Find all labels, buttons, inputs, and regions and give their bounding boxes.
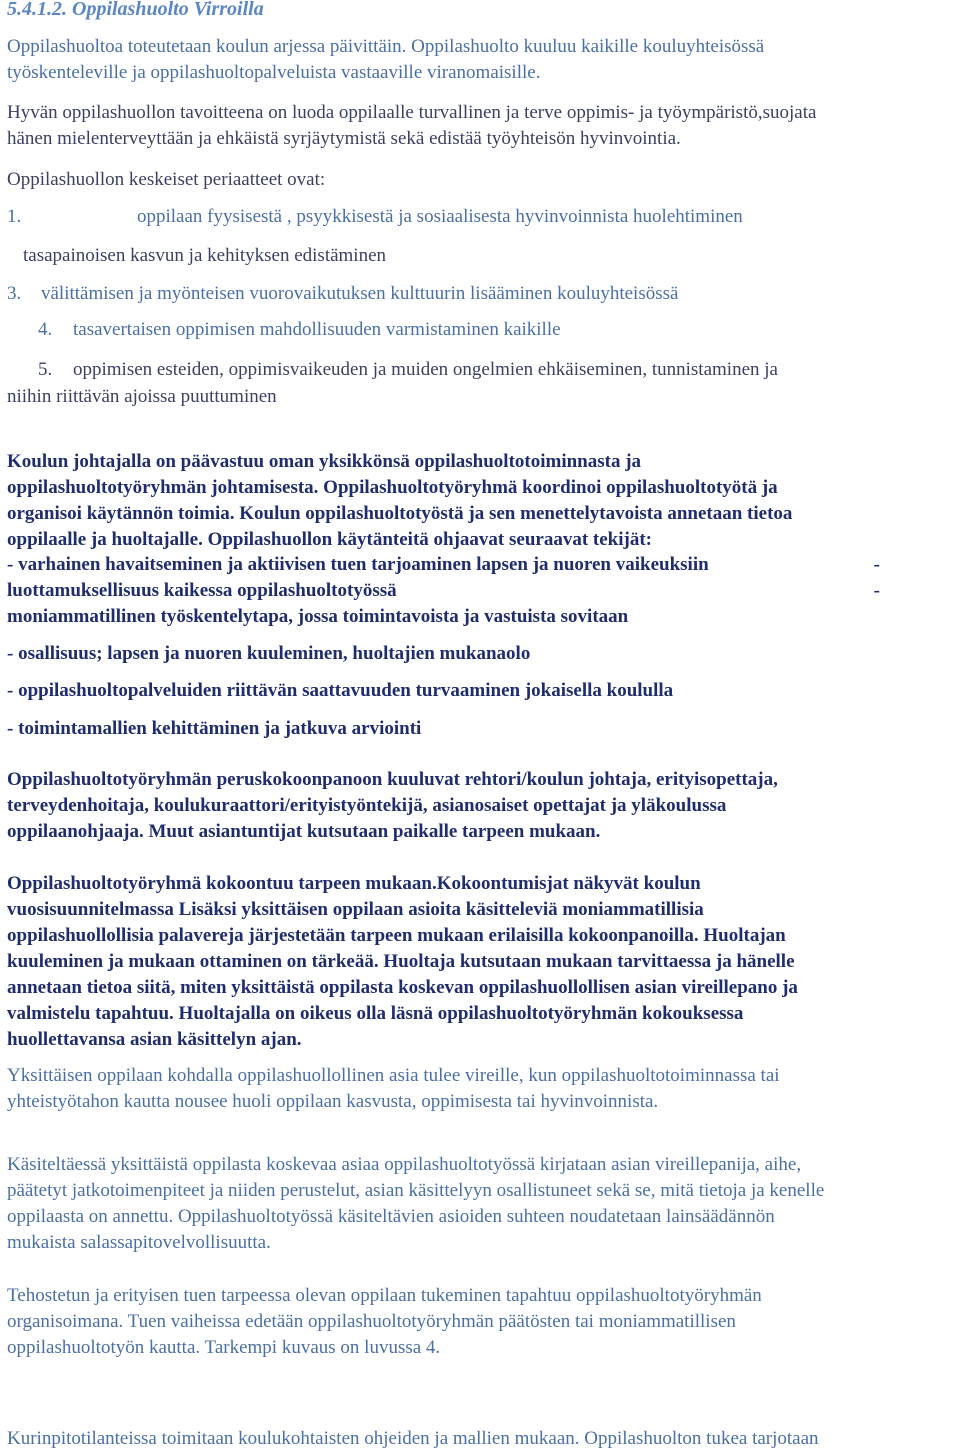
practice-text: moniammatillinen työskentelytapa, jossa toimintavoista ja vastuista sovitaan — [7, 606, 629, 627]
practice-item: - osallisuus; lapsen ja nuoren kuuleminen, huoltajien mukanaolo — [7, 643, 531, 664]
intro-line: työskenteleville ja oppilashuoltopalveluista vastaaville viranomaisille. — [7, 62, 541, 83]
practice-item: - oppilashuoltopalveluiden riittävän saattavuuden turvaaminen jokaisella koululla — [7, 680, 674, 701]
support-line: Tehostetun ja erityisen tuen tarpeessa olevan oppilaan tukeminen tapahtuu oppilashuoltotyöryhmän — [7, 1285, 762, 1306]
principle-text: tasapainoisen kasvun ja kehityksen edistäminen — [23, 245, 387, 266]
responsibility-paragraph — [7, 449, 952, 553]
responsibility-line: oppilashuoltotyöryhmän johtamisesta. Oppilashuoltotyöryhmä koordinoi oppilashuoltotyötä ja — [7, 477, 778, 498]
team-line: oppilaanohjaaja. Muut asiantuntijat kutsutaan paikalle tarpeen mukaan. — [7, 821, 601, 842]
support-paragraph — [7, 1283, 952, 1361]
goal-line: Hyvän oppilashuollon tavoitteena on luoda oppilaalle turvallinen ja terve oppimis- ja työympäristö,suojata — [7, 102, 817, 123]
intro-paragraph — [7, 34, 952, 86]
record-line: päätetyt jatkotoimenpiteet ja niiden perustelut, asian käsittelyyn osallistuneet sekä se, mitä tietoja ja kenelle — [7, 1180, 825, 1201]
principle-number: 4. — [38, 319, 53, 340]
principle-text: välittämisen ja myönteisen vuorovaikutuksen kulttuurin lisääminen kouluyhteisössä — [41, 283, 679, 304]
practice-dash: - — [873, 554, 880, 575]
record-line: Käsiteltäessä yksittäistä oppilasta koskevaa asiaa oppilashuoltotyössä kirjataan asian vireillepanija, aihe, — [7, 1154, 802, 1175]
responsibility-line: Koulun johtajalla on päävastuu oman yksikkönsä oppilashuoltotoiminnasta ja — [7, 451, 642, 472]
principle-item — [38, 317, 952, 343]
meeting-line: kuuleminen ja mukaan ottaminen on tärkeää. Huoltaja kutsutaan mukaan tarvittaessa ja hänelle — [7, 951, 795, 972]
support-line: organisoimana. Tuen vaiheissa edetään oppilashuoltotyöryhmän päätösten tai moniammatillisen — [7, 1311, 736, 1332]
record-line: oppilaasta on annettu. Oppilashuoltotyössä käsiteltävien asioiden suhteen noudatetaan lainsäädännön — [7, 1206, 775, 1227]
principle-text: tasavertaisen oppimisen mahdollisuuden varmistaminen kaikille — [73, 319, 561, 340]
individual-paragraph — [7, 1063, 952, 1115]
practice-item — [7, 552, 952, 578]
individual-line: yhteistyötahon kautta nousee huoli oppilaan kasvusta, oppimisesta tai hyvinvoinnista. — [7, 1091, 659, 1112]
principle-number: 1. — [7, 206, 22, 227]
principle-item — [7, 281, 952, 307]
practice-item — [7, 578, 952, 604]
principle-item — [7, 204, 952, 230]
practice-item — [7, 604, 952, 630]
goal-line: hänen mielenterveyttään ja ehkäistä syrjäytymistä sekä edistää työyhteisön hyvinvointia. — [7, 128, 681, 149]
principle-item — [7, 384, 952, 410]
principles-title: Oppilashuollon keskeiset periaatteet ovat: — [7, 169, 326, 190]
meeting-paragraph — [7, 871, 952, 1053]
individual-line: Yksittäisen oppilaan kohdalla oppilashuollollinen asia tulee vireille, kun oppilashuoltotoiminnassa tai — [7, 1065, 780, 1086]
record-line: mukaista salassapitovelvollisuutta. — [7, 1232, 271, 1253]
practice-text: luottamuksellisuus kaikessa oppilashuoltotyössä — [7, 580, 397, 601]
team-paragraph — [7, 767, 952, 845]
discipline-paragraph: Kurinpitotilanteissa toimitaan koulukohtaisten ohjeiden ja mallien mukaan. Oppilashuolton tukea tarjotaan — [7, 1428, 819, 1449]
principle-text: oppilaan fyysisestä , psyykkisestä ja sosiaalisesta hyvinvoinnista huolehtiminen — [137, 206, 743, 227]
meeting-line: huollettavansa asian käsittelyn ajan. — [7, 1029, 302, 1050]
support-line: oppilashuoltotyön kautta. Tarkempi kuvaus on luvussa 4. — [7, 1337, 441, 1358]
meeting-line: oppilashuollollisia palavereja järjestetään tarpeen mukaan erilaisilla kokoonpanoilla. Huoltajan — [7, 925, 786, 946]
principle-text: niihin riittävän ajoissa puuttuminen — [7, 386, 277, 407]
meeting-line: vuosisuunnitelmassa Lisäksi yksittäisen oppilaan asioita käsitteleviä moniammatillisia — [7, 899, 704, 920]
responsibility-line: oppilaalle ja huoltajalle. Oppilashuollon käytänteitä ohjaavat seuraavat tekijät: — [7, 529, 652, 550]
meeting-line: valmistelu tapahtuu. Huoltajalla on oikeus olla läsnä oppilashuoltotyöryhmän kokouksessa — [7, 1003, 744, 1024]
team-line: Oppilashuoltotyöryhmän peruskokoonpanoon kuuluvat rehtori/koulun johtaja, erityisopettaja, — [7, 769, 778, 790]
practice-text: - varhainen havaitseminen ja aktiivisen tuen tarjoaminen lapsen ja nuoren vaikeuksiin — [7, 554, 709, 575]
meeting-line: annetaan tietoa siitä, miten yksittäistä oppilasta koskevan oppilashuollollisen asian vireillepano ja — [7, 977, 798, 998]
responsibility-line: organisoi käytännön toimia. Koulun oppilashuoltotyöstä ja sen menettelytavoista annetaan tietoa — [7, 503, 793, 524]
team-line: terveydenhoitaja, koulukuraattori/erityistyöntekijä, asianosaiset opettajat ja yläkoulussa — [7, 795, 727, 816]
record-paragraph — [7, 1152, 952, 1256]
principle-item — [38, 357, 952, 383]
section-heading: 5.4.1.2. Oppilashuolto Virroilla — [7, 0, 264, 20]
principle-number: 5. — [38, 359, 53, 380]
goal-paragraph — [7, 100, 952, 152]
practice-dash: - — [873, 580, 880, 601]
meeting-line: Oppilashuoltotyöryhmä kokoontuu tarpeen mukaan.Kokoontumisjat näkyvät koulun — [7, 873, 701, 894]
principle-number: 3. — [7, 283, 22, 304]
principle-text: oppimisen esteiden, oppimisvaikeuden ja muiden ongelmien ehkäiseminen, tunnistaminen ja — [73, 359, 778, 380]
intro-line: Oppilashuoltoa toteutetaan koulun arjessa päivittäin. Oppilashuolto kuuluu kaikille kouluyhteisössä — [7, 36, 765, 57]
practice-item: - toimintamallien kehittäminen ja jatkuva arviointi — [7, 718, 422, 739]
principle-item — [23, 243, 952, 269]
